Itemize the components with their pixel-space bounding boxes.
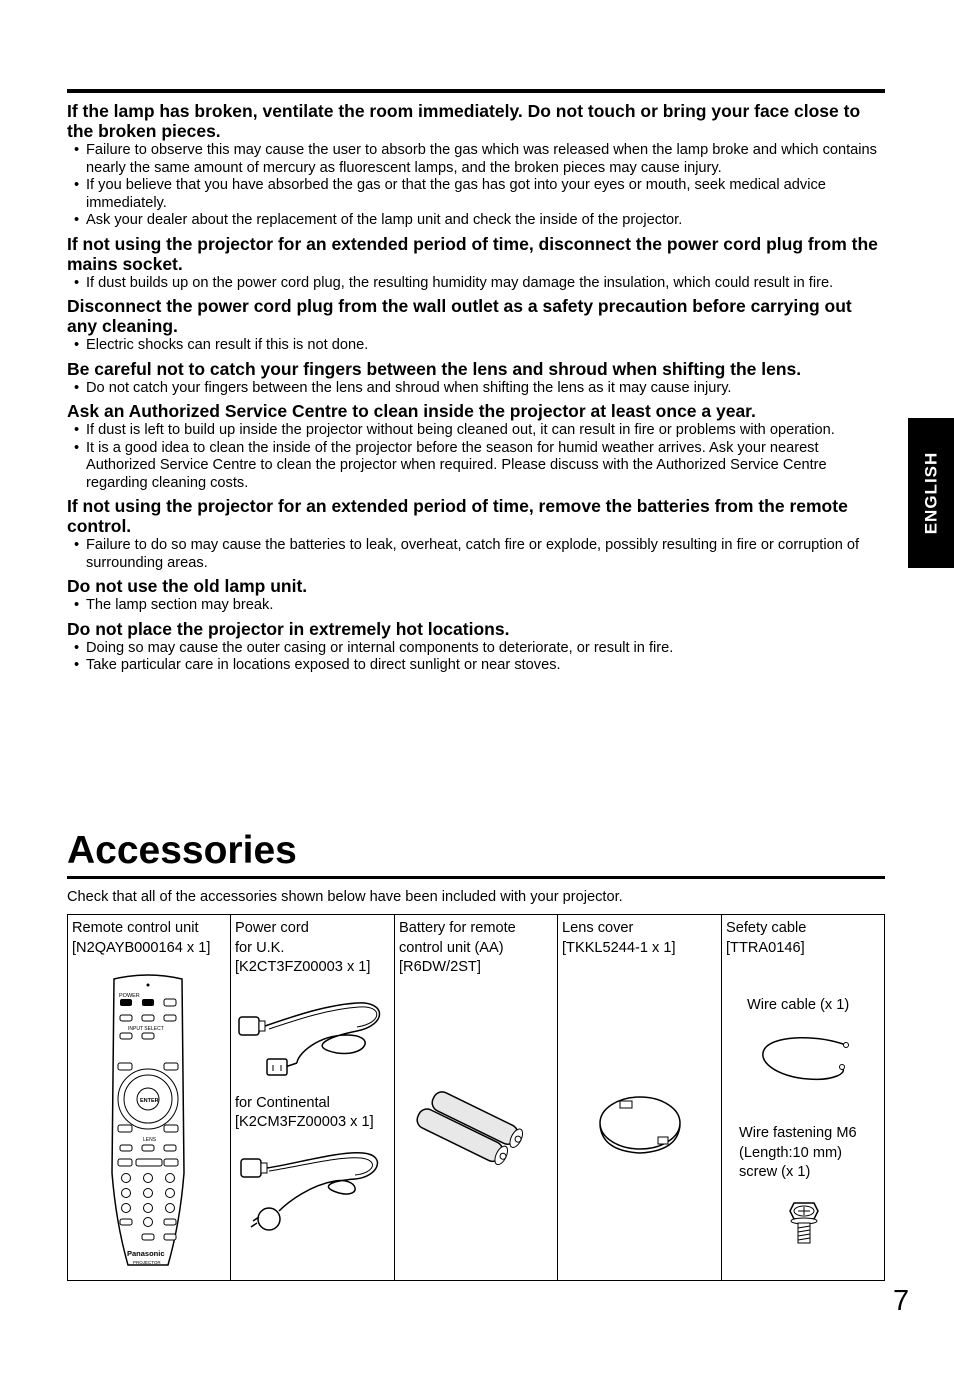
safety-section	[67, 359, 885, 398]
section-heading: Do not use the old lamp unit.	[67, 576, 308, 596]
safety-section	[67, 576, 885, 615]
section-heading: If not using the projector for an extended period of time, remove the batteries from the remote control.	[67, 496, 848, 536]
bullet-item: • Failure to observe this may cause the user to absorb the gas which was released when the lamp broke and which contains nearly the same amount of mercury as fluorescent lamps, and the broken pieces may cause injury.	[74, 142, 885, 177]
power-cord-continental-label: for Continental	[235, 1095, 330, 1111]
wire-cable-label: Wire cable (x 1)	[747, 997, 850, 1013]
language-tab	[908, 418, 954, 568]
power-cord-continental-image	[239, 1147, 389, 1233]
safety-section	[67, 234, 885, 293]
power-cord-uk-label: for U.K.	[235, 940, 285, 956]
battery-name: Battery for remote	[399, 920, 516, 936]
safety-section	[67, 619, 885, 675]
svg-text:POWER: POWER	[119, 993, 140, 999]
remote-control-image	[106, 973, 190, 1271]
bullet-item: • If dust is left to build up inside the projector without being cleaned out, it can result in fire or problems with operation.	[74, 422, 885, 440]
bullet-list	[67, 337, 885, 355]
battery-cell	[395, 915, 558, 1280]
section-heading: If not using the projector for an extended period of time, disconnect the power cord plug from the mains socket.	[67, 233, 878, 274]
bullet-item: • Doing so may cause the outer casing or internal components to deteriorate, or result in fire.	[74, 640, 885, 658]
lens-cover-name: Lens cover	[562, 920, 634, 936]
bullet-list	[67, 640, 885, 675]
safety-section	[67, 496, 885, 572]
bullet-list	[67, 275, 885, 293]
battery-part: [R6DW/2ST]	[399, 959, 481, 975]
accessories-intro: Check that all of the accessories shown below have been included with your projector.	[67, 889, 623, 905]
top-rule	[67, 89, 885, 93]
safety-cable-cell	[722, 915, 884, 1280]
safety-section	[67, 296, 885, 355]
accessories-title: Accessories	[67, 829, 297, 872]
language-tab-label: ENGLISH	[921, 451, 940, 535]
power-cord-cell	[231, 915, 395, 1280]
safety-cable-name: Sefety cable	[726, 920, 807, 936]
bullet-item: • Failure to do so may cause the batteries to leak, overheat, catch fire or explode, possibly resulting in fire or corruption of surrounding areas.	[74, 537, 885, 572]
section-heading: Do not place the projector in extremely hot locations.	[67, 618, 510, 639]
svg-text:INPUT SELECT: INPUT SELECT	[128, 1026, 164, 1032]
bullet-item: • Electric shocks can result if this is not done.	[74, 337, 885, 355]
section-heading: Disconnect the power cord plug from the wall outlet as a safety precaution before carrying out any cleaning.	[67, 296, 852, 336]
screw-image	[788, 1199, 820, 1247]
bullet-list	[67, 597, 885, 615]
battery-name-2: control unit (AA)	[399, 940, 504, 956]
lens-cover-image	[598, 1095, 682, 1157]
remote-brand: Panasonic	[127, 1249, 165, 1258]
page-number: 7	[893, 1285, 910, 1317]
remote-cell	[68, 915, 231, 1280]
power-cord-uk-part: [K2CT3FZ00003 x 1]	[235, 959, 371, 975]
bullet-list	[67, 537, 885, 572]
safety-section	[67, 101, 885, 230]
safety-sections	[67, 101, 885, 679]
bullet-item: • Take particular care in locations exposed to direct sunlight or near stoves.	[74, 657, 885, 675]
remote-sub: PROJECTOR	[133, 1260, 161, 1265]
svg-text:LENS: LENS	[143, 1137, 157, 1143]
wire-fastening-label: Wire fastening M6	[739, 1125, 857, 1141]
power-cord-uk-image	[237, 995, 389, 1077]
power-cord-name: Power cord	[235, 920, 309, 936]
section-heading: If the lamp has broken, ventilate the room immediately. Do not touch or bring your face close to the broken pieces.	[67, 101, 861, 141]
safety-cable-part: [TTRA0146]	[726, 940, 805, 956]
remote-part: [N2QAYB000164 x 1]	[72, 940, 211, 956]
wire-cable-image	[758, 1033, 854, 1085]
svg-text:ENTER: ENTER	[140, 1098, 159, 1104]
bullet-item: • Do not catch your fingers between the lens and shroud when shifting the lens as it may cause injury.	[74, 380, 885, 398]
remote-name: Remote control unit	[72, 920, 199, 936]
accessories-rule	[67, 876, 885, 879]
bullet-item: • The lamp section may break.	[74, 597, 885, 615]
bullet-list	[67, 380, 885, 398]
lens-cover-part: [TKKL5244-1 x 1]	[562, 940, 676, 956]
bullet-list	[67, 142, 885, 230]
safety-section	[67, 401, 885, 492]
wire-fastening-screw: screw (x 1)	[739, 1164, 811, 1180]
bullet-item: • If dust builds up on the power cord plug, the resulting humidity may damage the insulation, which could result in fire.	[74, 275, 885, 293]
bullet-item: • Ask your dealer about the replacement of the lamp unit and check the inside of the projector.	[74, 212, 885, 230]
battery-image	[415, 1087, 535, 1167]
accessories-table	[67, 914, 885, 1281]
wire-fastening-length: (Length:10 mm)	[739, 1145, 843, 1161]
section-heading: Be careful not to catch your fingers between the lens and shroud when shifting the lens.	[67, 358, 802, 379]
power-cord-continental-part: [K2CM3FZ00003 x 1]	[235, 1114, 374, 1130]
lens-cover-cell	[558, 915, 722, 1280]
bullet-item: • It is a good idea to clean the inside of the projector before the season for humid weather arrives. Ask your nearest Authorized Service Centre to clean the projector when required. Please discuss with the Authorized Service Centre regarding cleaning costs.	[74, 440, 885, 493]
bullet-item: • If you believe that you have absorbed the gas or that the gas has got into your eyes or mouth, seek medical advice immediately.	[74, 177, 885, 212]
bullet-list	[67, 422, 885, 492]
section-heading: Ask an Authorized Service Centre to clean inside the projector at least once a year.	[67, 401, 756, 421]
